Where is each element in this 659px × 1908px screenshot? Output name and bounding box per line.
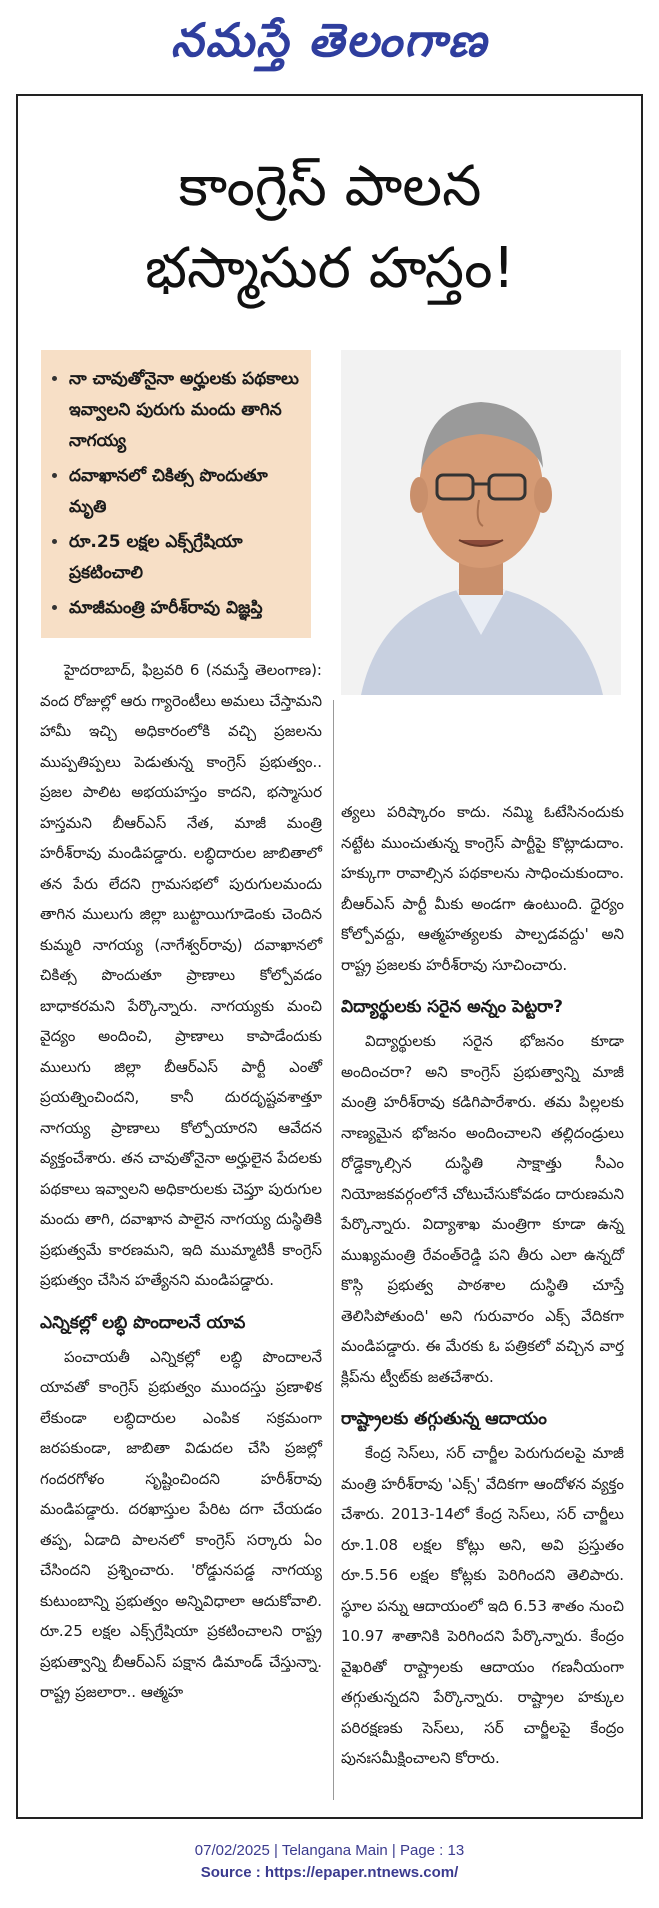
article-right-column [341,797,624,1774]
highlight-item: • రూ.25 లక్షల ఎక్స్‌గ్రేషియా ప్రకటించాలి [69,527,299,589]
highlights-list [53,364,299,624]
masthead: నమస్తే తెలంగాణ [170,13,489,67]
highlight-item: • మాజీమంత్రి హరీశ్‌రావు విజ్ఞప్తి [69,593,299,624]
article-paragraph: విద్యార్థులకు సరైన భోజనం కూడా అందించరా? అని కాంగ్రెస్ ప్రభుత్వాన్ని మాజీ మంత్రి హరీశ్‌రావు కడిగిపారేశారు. తమ పిల్లలకు నాణ్యమైన భోజనం అందించాలని తల్లిదండ్రులు రోడ్డెక్కాల్సిన దుస్థితి సాక్షాత్తు సీఎం నియోజకవర్గంలోనే చోటుచేసుకోవడం దారుణమని పేర్కొన్నారు. విద్యాశాఖ మంత్రిగా కూడా ఉన్న ముఖ్యమంత్రి రేవంత్‌రెడ్డి పని తీరు ఎలా ఉన్నదో కొస్గి ప్రభుత్వ పాఠశాల దుస్థితి చూస్తే తెలిసిపోతుంది' అని గురువారం ఎక్స్ వేదికగా మండిపడ్డారు. ఈ మేరకు ఓ పత్రికలో వచ్చిన వార్త క్లిప్‌ను ట్వీట్‌కు జతచేశారు. [341,1032,624,1386]
article-left-column [40,655,322,1708]
footer-edition-info: 07/02/2025 | Telangana Main | Page : 13 [194,1842,465,1859]
article-subheading: విద్యార్థులకు సరైన అన్నం పెట్టరా? [341,997,563,1017]
article-paragraph: హైదరాబాద్, ఫిబ్రవరి 6 (నమస్తే తెలంగాణ): వంద రోజుల్లో ఆరు గ్యారెంటీలు అమలు చేస్తామని హామీ ఇచ్చి అధికారంలోకి వచ్చి ప్రజలను ముప్పతిప్పలు పెడుతున్న కాంగ్రెస్ ప్రభుత్వం.. ప్రజల పాలిట అభయహస్తం కాదని, భస్మాసుర హస్తమని బీఆర్‌ఎస్ నేత, మాజీ మంత్రి హరీశ్‌రావు మండిపడ్డారు. లబ్ధిదారుల జాబితాలో తన పేరు లేదని గ్రామసభలో పురుగులమందు తాగిన ములుగు జిల్లా బుట్టాయిగూడెంకు చెందిన కుమ్మరి నాగయ్య (నాగేశ్వర్‌రావు) దవాఖానలో చికిత్స పొందుతూ ప్రాణాలు కోల్పోవడం బాధాకరమని పేర్కొన్నారు. నాగయ్యకు మంచి వైద్యం అందించి, ప్రాణాలు కాపాడేందుకు ములుగు జిల్లా బీఆర్‌ఎస్ పార్టీ ఎంతో ప్రయత్నించిందని, కానీ దురదృష్టవశాత్తూ నాగయ్య ప్రాణాలు కోల్పోయారని ఆవేదన వ్యక్తంచేశారు. తన చావుతోనైనా అర్హులైన పేదలకు పథకాలు ఇవ్వాలని అధికారులకు చెప్తూ పురుగుల మందు తాగి, దవాఖాన పాలైన నాగయ్య దుస్థితికి ప్రభుత్వమే కారణమని, ఇది ముమ్మాటికీ కాంగ్రెస్ ప్రభుత్వం చేసిన హత్యేనని మండిపడ్డారు. [40,661,322,1289]
footer-source-link[interactable]: Source : https://epaper.ntnews.com/ [200,1864,459,1881]
highlights-box [41,350,311,638]
article-paragraph: పంచాయతీ ఎన్నికల్లో లబ్ధి పొందాలనే యావతో కాంగ్రెస్ ప్రభుత్వం ముందస్తు ప్రణాళిక లేకుండా లబ్ధిదారుల ఎంపిక సక్రమంగా జరపకుండా, జాబితా విడుదల చేసి ప్రజల్లో గందరగోళం సృష్టించిందని హరీశ్‌రావు మండిపడ్డారు. దరఖాస్తుల పేరిట దగా చేయడం తప్ప, ఏడాది పాలనలో కాంగ్రెస్ సర్కారు ఏం చేసిందని ప్రశ్నించారు. 'రోడ్డునపడ్డ నాగయ్య కుటుంబాన్ని ప్రభుత్వం అన్నివిధాలా ఆదుకోవాలి. రూ.25 లక్షల ఎక్స్‌గ్రేషియా ప్రకటించాలని రాష్ట్ర ప్రభుత్వాన్ని బీఆర్‌ఎస్ పక్షాన డిమాండ్ చేస్తున్నా. రాష్ట్ర ప్రజలారా.. ఆత్మహ [40,1347,322,1701]
article-subheading: రాష్ట్రాలకు తగ్గుతున్న ఆదాయం [341,1409,547,1429]
portrait-illustration [341,350,621,695]
headline-line-1: కాంగ్రెస్ పాలన [178,154,482,219]
column-divider [333,700,334,1800]
highlight-item: • నా చావుతోనైనా అర్హులకు పథకాలు ఇవ్వాలని పురుగు మందు తాగిన నాగయ్య [69,364,299,457]
article-subheading: ఎన్నికల్లో లబ్ధి పొందాలనే యావ [40,1312,246,1333]
highlight-item: • దవాఖానలో చికిత్స పొందుతూ మృతి [69,461,299,523]
article-paragraph: కేంద్ర సెస్‌లు, సర్ చార్జీల పెరుగుదలపై మాజీ మంత్రి హరీశ్‌రావు 'ఎక్స్' వేదికగా ఆందోళన వ్యక్తం చేశారు. 2013-14లో కేంద్ర సెస్‌లు, సర్ చార్జీలు రూ.1.08 లక్షల కోట్లు అని, అవి ప్రస్తుతం రూ.5.56 లక్షల కోట్లకు పెరిగిందని తెలిపారు. స్థూల పన్ను ఆదాయంలో ఇది 6.53 శాతం నుంచి 10.97 శాతానికి పెరిగిందని పేర్కొన్నారు. కేంద్రం వైఖరితో రాష్ట్రాలకు ఆదాయం గణనీయంగా తగ్గుతున్నదని పేర్కొన్నారు. రాష్ట్రాల హక్కుల పరిరక్షణకు సెస్‌లు, సర్ చార్జీలపై కేంద్రం పునఃసమీక్షించాలని కోరారు. [341,1444,624,1767]
portrait-photo [341,350,621,695]
article-paragraph: త్యలు పరిష్కారం కాదు. నమ్మి ఓటేసినందుకు నట్టేట ముంచుతున్న కాంగ్రెస్ పార్టీపై కొట్లాడుదాం. హక్కుగా రావాల్సిన పథకాలను సాధించుకుందాం. బీఆర్‌ఎస్ పార్టీ మీకు అండగా ఉంటుంది. ధైర్యం కోల్పోవద్దు, ఆత్మహత్యలకు పాల్పడవద్దు' అని రాష్ట్ర ప్రజలకు హరీశ్‌రావు సూచించారు. [341,803,624,974]
headline-line-2: భస్మాసుర హస్తం! [145,236,515,301]
